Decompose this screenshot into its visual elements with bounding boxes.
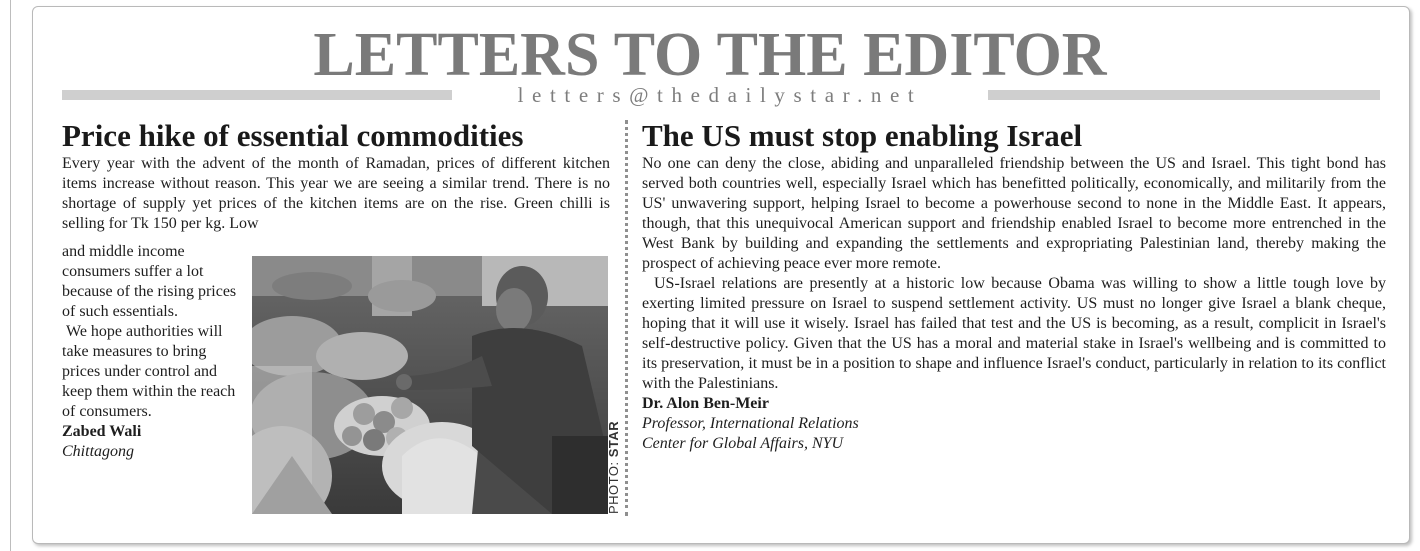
letter-body-paragraph: and middle income consumers suffer a lot because of the rising prices of such essentials. (62, 243, 237, 320)
photo-credit-prefix: PHOTO: (606, 457, 621, 514)
column-divider (625, 120, 628, 516)
letter-body-intro: Every year with the advent of the month of Ramadan, prices of different kitchen items increase without reason. This year we are seeing a similar trend. There is no shortage of supply yet prices of the kitchen items are on the rise. Green chilli is selling for Tk 150 per kg. Low (62, 155, 610, 232)
letter-us-israel (642, 118, 1386, 454)
author-affiliation: Center for Global Affairs, NYU (642, 435, 844, 452)
photo-credit (606, 421, 622, 514)
author-title: Professor, International Relations (642, 415, 859, 432)
section-title: LETTERS TO THE EDITOR (313, 21, 1107, 89)
masthead-bar-left (62, 90, 452, 100)
letter-headline: The US must stop enabling Israel (642, 118, 1083, 153)
letter-author: Dr. Alon Ben-Meir (642, 395, 769, 412)
masthead-bar-right (988, 90, 1380, 100)
letter-price-hike (62, 118, 610, 460)
letter-body-paragraph: US-Israel relations are presently at a historic low because Obama was willing to show a little tough love by exerting limited pressure on Israel to suspend settlement activity. US must no longer give Israel a blank cheque, hoping that it will use it wisely. Israel has failed that test and the US is becoming, as a result, complicit in Israel's self-destructive policy. Given that the US has a moral and material stake in Israel's wellbeing and is committed to its preservation, it must be in a position to shape and influence Israel's conduct, particularly in relation to its conflict with the Palestinians. (642, 275, 1386, 392)
letter-body-paragraph: We hope authorities will take measures to bring prices under control and keep them within the reach of consumers. (62, 323, 236, 420)
letter-author: Zabed Wali (62, 423, 142, 440)
market-vendor-photo (252, 256, 608, 514)
letter-body-narrow (62, 242, 242, 462)
editor-email[interactable]: letters@thedailystar.net (517, 83, 923, 107)
letter-location: Chittagong (62, 443, 135, 460)
letter-body-paragraph: No one can deny the close, abiding and unparalleled friendship between the US and Israel. This tight bond has served both countries well, especially Israel which has benefitted politically, economically, and militarily from the US' unwavering support, helping Israel to become a powerhouse second to none in the Middle East. It appears, though, that this unequivocal American support and friendship enabled Israel to become more entrenched in the West Bank by building and expanding the settlements and expropriating Palestinian land, thereby making the prospect of achieving peace ever more remote. (642, 155, 1386, 272)
letter-headline: Price hike of essential commodities (62, 118, 524, 153)
photo-credit-source: STAR (606, 420, 621, 458)
